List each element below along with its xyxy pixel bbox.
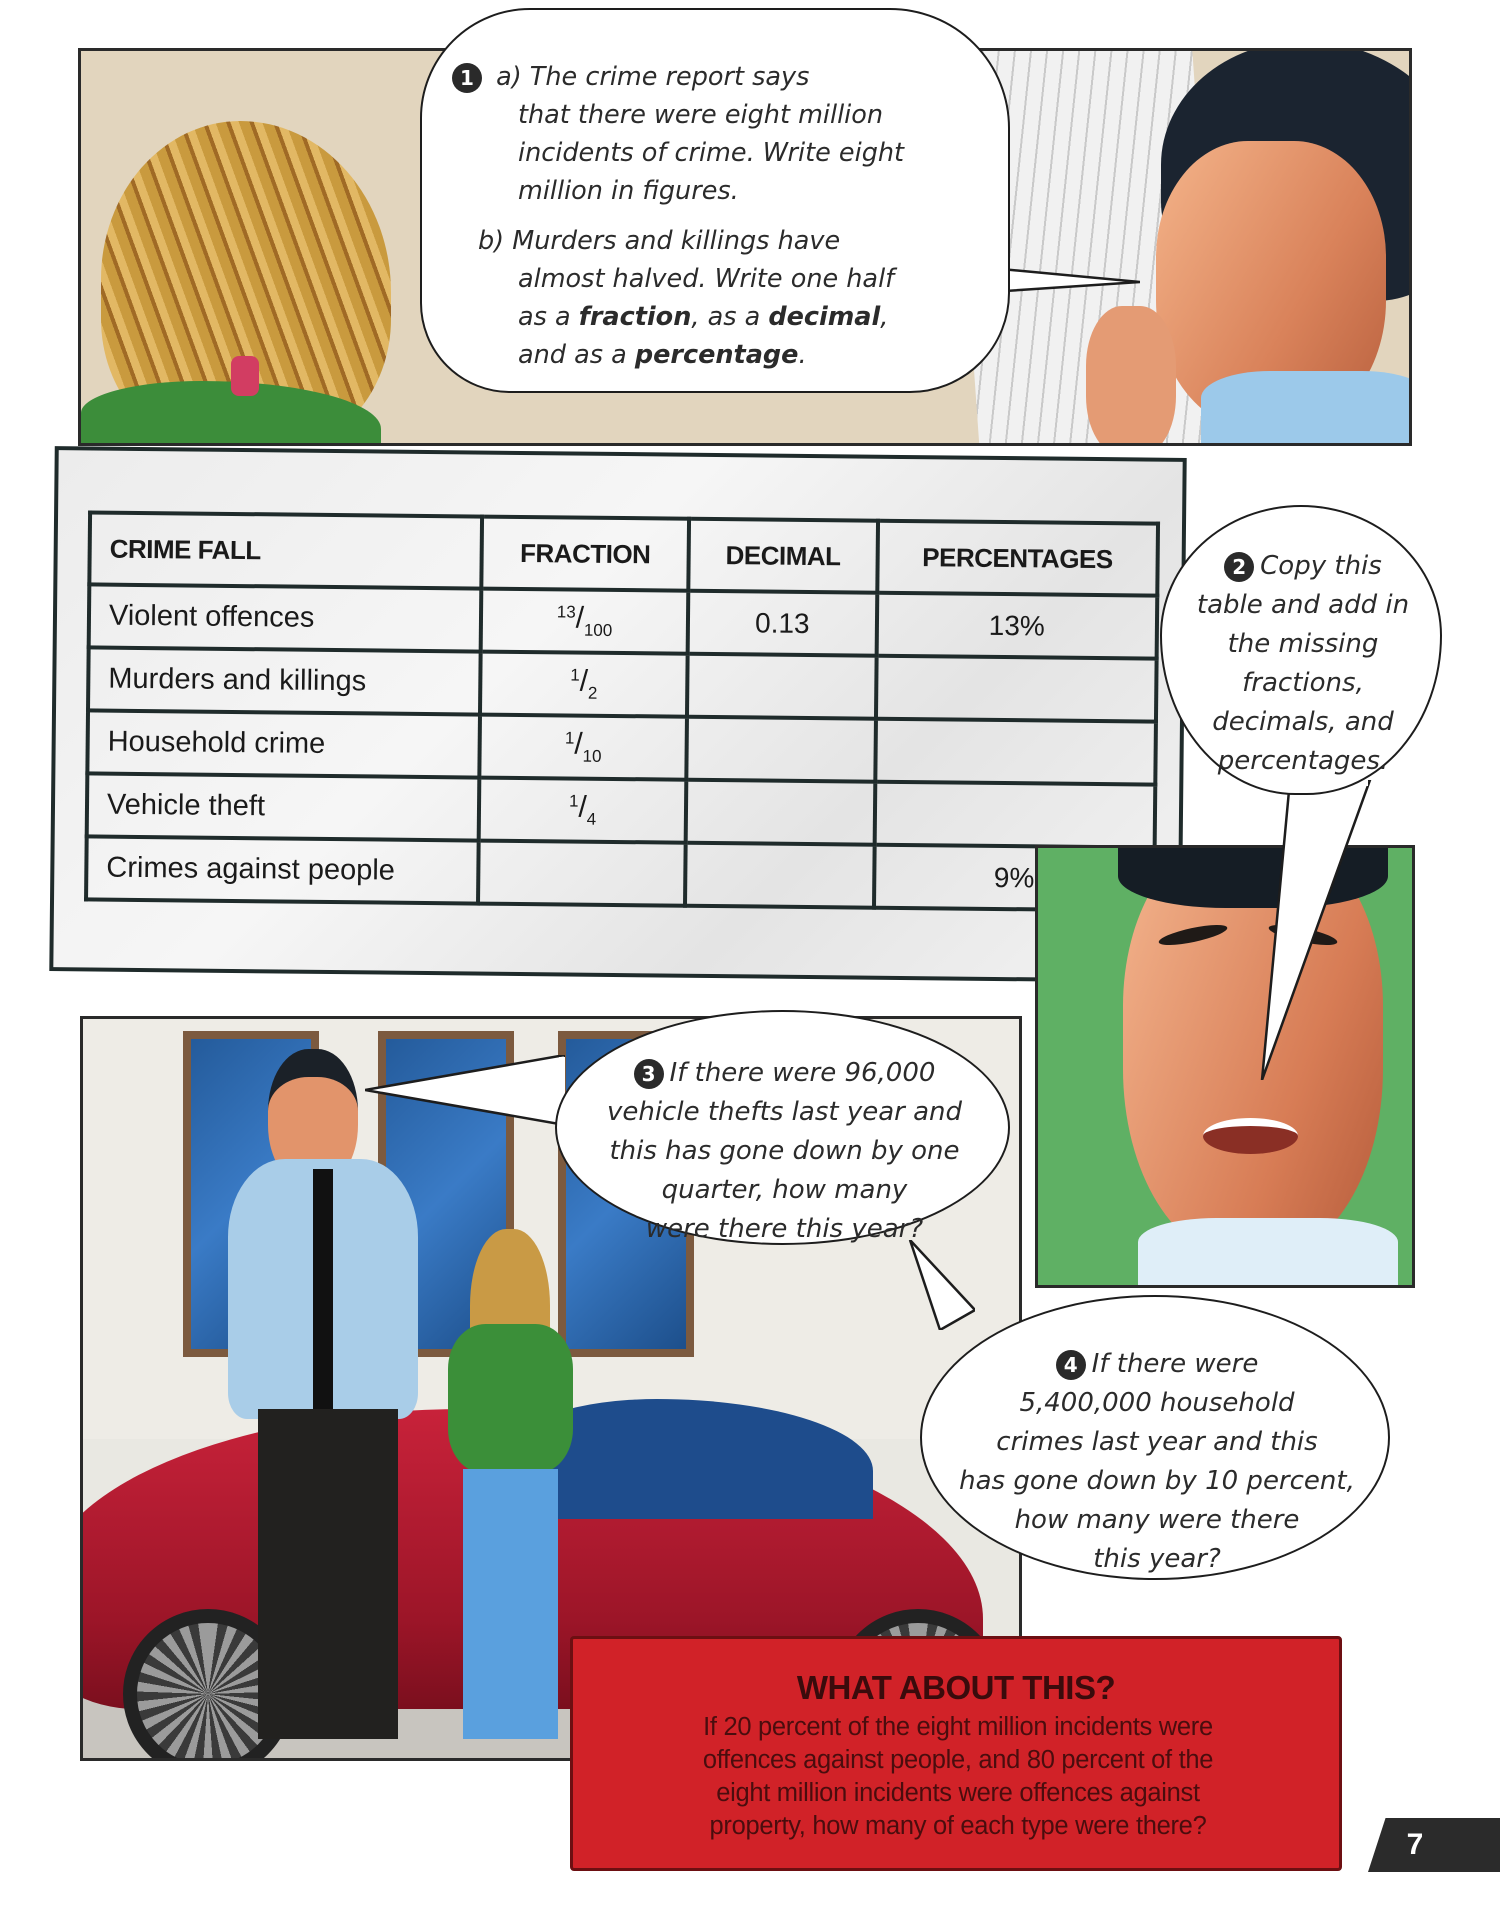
speech-tail-2 (1260, 780, 1410, 1080)
question-number-badge: 2 (1224, 552, 1254, 582)
man-shirt-illustration (1201, 371, 1412, 446)
fraction-cell: $^1/_4$ (479, 778, 687, 843)
header-crime-fall: CRIME FALL (89, 512, 482, 588)
question-number-badge: 3 (634, 1059, 664, 1089)
decimal-cell (686, 780, 875, 845)
fraction-cell: $^1/_{10}$ (479, 715, 687, 780)
what-about-this-body: If 20 percent of the eight million incidents were offences against people, and 80 percent of the eight million incidents were offences against property, how many of each type were there? (702, 1713, 1214, 1840)
decimal-cell (687, 654, 876, 719)
row-label: Murders and killings (88, 647, 481, 714)
mouth-illustration (1203, 1118, 1298, 1154)
girl-illustration (448, 1229, 578, 1749)
fraction-cell: $^1/_2$ (480, 652, 688, 717)
table-row (86, 836, 1155, 910)
question-number-badge: 1 (452, 63, 482, 93)
header-decimal: DECIMAL (688, 519, 877, 593)
percentage-cell: 13% (876, 593, 1157, 659)
speech-tail-1 (990, 268, 1140, 292)
decimal-cell (685, 843, 874, 908)
man-shirt-illustration (1138, 1218, 1398, 1288)
header-percentages: PERCENTAGES (877, 521, 1158, 596)
table-row (89, 584, 1158, 658)
speech-bubble-question-1 (420, 8, 1010, 393)
row-label: Crimes against people (86, 836, 479, 903)
question-1-part-a: 1 a) The crime report says that there were eight million incidents of crime. Write eight million in figures. (452, 58, 992, 210)
speech-tail-4 (905, 1240, 975, 1330)
hair-tie-illustration (231, 356, 259, 396)
fraction-cell: $^{13}/_{100}$ (481, 589, 689, 654)
crime-fall-table-frame (49, 446, 1186, 983)
row-label: Vehicle theft (87, 773, 480, 840)
question-1-part-b: b) Murders and killings have almost halved. Write one half as a fraction, as a decimal, and as a percentage. (478, 226, 895, 370)
table-row (87, 710, 1156, 784)
table-header-row (89, 512, 1158, 595)
page-number: 7 (1406, 1828, 1424, 1861)
percentage-cell (876, 656, 1157, 722)
row-label: Violent offences (89, 584, 482, 651)
what-about-this-box (570, 1636, 1342, 1871)
percentage-cell: 9% (874, 845, 1155, 911)
table-row (88, 647, 1157, 721)
decimal-cell: 0.13 (688, 591, 877, 656)
speech-bubble-question-2: 2 Copy this table and add in the missing fractions, decimals, and percentages. (1160, 505, 1442, 795)
question-number-badge: 4 (1056, 1350, 1086, 1380)
speech-tail-3 (365, 1055, 565, 1125)
what-about-this-title: WHAT ABOUT THIS? (796, 1669, 1116, 1706)
speech-bubble-question-4: 4 If there were 5,400,000 household crimes last year and this has gone down by 10 percent, how many were there this year? (920, 1295, 1390, 1580)
fraction-cell (478, 841, 686, 906)
hand-illustration (1086, 306, 1176, 446)
decimal-cell (686, 717, 875, 782)
crime-fall-table (84, 510, 1160, 912)
percentage-cell (875, 719, 1156, 785)
table-row (87, 773, 1156, 847)
row-label: Household crime (87, 710, 480, 777)
speech-bubble-question-3: 3 If there were 96,000 vehicle thefts last year and this has gone down by one quarter, how many were there this year? (555, 1010, 1010, 1245)
percentage-cell (874, 782, 1155, 848)
police-officer-illustration (228, 1029, 408, 1749)
header-fraction: FRACTION (481, 517, 689, 591)
